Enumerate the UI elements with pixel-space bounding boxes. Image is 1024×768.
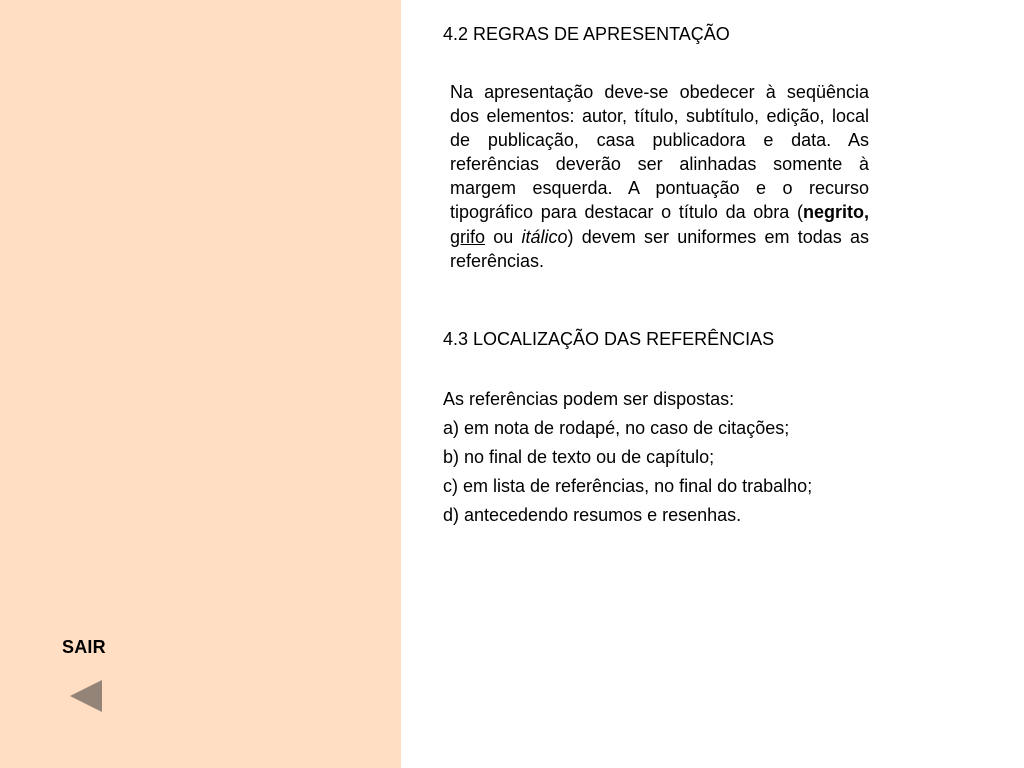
back-arrow-icon[interactable]: [69, 679, 103, 713]
paragraph-text-2: ) devem ser uniformes em todas as referências.: [450, 226, 869, 271]
main-content: [443, 0, 883, 768]
italic-example: itálico: [521, 226, 568, 247]
list-item: a) em nota de rodapé, no caso de citações;: [443, 418, 790, 438]
exit-button[interactable]: SAIR: [62, 637, 106, 657]
bold-example: negrito,: [803, 202, 869, 223]
list-item: c) em lista de referências, no final do trabalho;: [443, 476, 813, 496]
paragraph-text-1: Na apresentação deve-se obedecer à seqüência dos elementos: autor, título, subtítulo, edição, local de publicação, casa publicadora e data. As referências deverão ser alinhadas somente à margem esquerda. A pontuação e o recurso tipográfico para destacar o título da obra (: [450, 82, 869, 223]
sidebar: [0, 0, 401, 768]
list-item: b) no final de texto ou de capítulo;: [443, 447, 715, 467]
underline-example: grifo: [450, 226, 486, 247]
list-item: d) antecedendo resumos e resenhas.: [443, 505, 742, 525]
list-intro: As referências podem ser dispostas:: [443, 389, 735, 409]
paragraph-connector: ou: [485, 226, 522, 247]
section-title-location: 4.3 LOCALIZAÇÃO DAS REFERÊNCIAS: [443, 329, 775, 349]
section-title-presentation: 4.2 REGRAS DE APRESENTAÇÃO: [443, 24, 730, 44]
presentation-paragraph: [450, 80, 869, 273]
location-list: [443, 385, 812, 530]
